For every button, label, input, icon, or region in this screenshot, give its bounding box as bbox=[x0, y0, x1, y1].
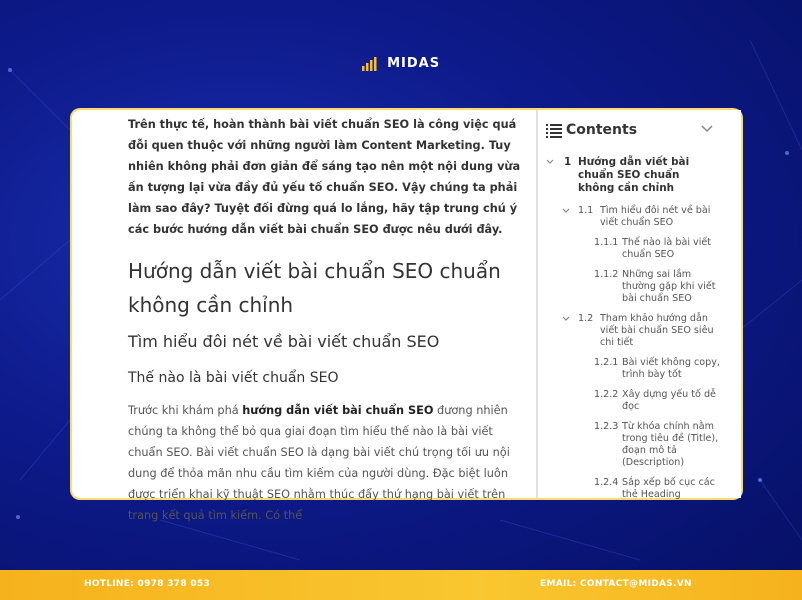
paragraph-bold: hướng dẫn viết bài chuẩn SEO bbox=[242, 404, 434, 417]
paragraph-rest: đương nhiên chúng ta không thể bỏ qua giai đoạn tìm hiểu thế nào là bài viết chuẩn SEO. Bài viết chuẩn SEO là dạng bài viết chú trọng tối ưu nội dung để thỏa mãn nhu cầu tìm kiếm của người dùng. Đặc biệt luôn được triển khai kỹ thuật SEO nhằm thúc đẩy thứ hạng bài viết trên trang kết quả tìm kiếm. Có thể bbox=[128, 404, 510, 522]
chevron-down-icon[interactable] bbox=[562, 316, 570, 322]
article-intro: Trên thực tế, hoàn thành bài viết chuẩn SEO là công việc quá đỗi quen thuộc với những người làm Content Marketing. Tuy nhiên không phải đơn giản để sáng tạo nên một nội dung vừa ấn tượng lại vừa đầy đủ yếu tố chuẩn SEO. Vậy chúng ta phải làm sao đây? Tuyệt đối đừng quá lo lắng, hãy tập trung chú ý các bước hướng dẫn viết bài chuẩn SEO được nêu dưới đây. bbox=[128, 118, 521, 236]
toc-title: Contents bbox=[566, 122, 638, 138]
article-paragraph bbox=[128, 400, 524, 526]
toc-item-label: Những sai lầm thường gặp khi viết bài chuẩn SEO bbox=[622, 269, 716, 304]
table-of-contents: Contents 1 Hướng dẫn viết bài chuẩn SEO chuẩn không cần chỉnh 1.1 Tìm hiểu đôi nét về bài viết chuẩn SEO 1.1.1 Thế nào là bài viết chuẩn SEO 1.1.2 Những sai lầm thường gặp khi viết bài chuẩn SEO 1.2 Tham khảo hướng dẫn viết bài chuẩn SEO siêu chi tiết 1.2.1 Bài viết không copy, trình bày tốt 1.2.2 Xây dựng yếu tố dễ đọc 1.2.3 Từ khóa chính nằm trong tiêu đề (Title), đoạn mô tả (Description) 1.2.4 Sắp xếp bố cục các thẻ Heading bbox=[536, 110, 741, 498]
toc-item-label: Thế nào là bài viết chuẩn SEO bbox=[622, 237, 712, 260]
article-heading-1: Hướng dẫn viết bài chuẩn SEO chuẩn không cần chỉnh bbox=[128, 259, 501, 317]
screenshot-card bbox=[72, 110, 741, 522]
chevron-down-icon[interactable] bbox=[701, 125, 713, 133]
toc-item-label: Từ khóa chính nằm trong tiêu đề (Title), đoạn mô tả (Description) bbox=[622, 421, 719, 468]
toc-item-label: Bài viết không copy, trình bày tốt bbox=[622, 357, 720, 380]
brand-logo bbox=[0, 56, 802, 71]
chevron-down-icon[interactable] bbox=[546, 159, 554, 165]
list-icon bbox=[546, 124, 562, 138]
logo-text: MIDAS bbox=[387, 56, 441, 71]
article-heading-2: Tìm hiểu đôi nét về bài viết chuẩn SEO bbox=[128, 332, 440, 351]
hotline-text[interactable]: HOTLINE: 0978 378 053 bbox=[84, 579, 211, 589]
chevron-down-icon[interactable] bbox=[562, 208, 570, 214]
paragraph-start: Trước khi khám phá bbox=[128, 404, 243, 417]
toc-header[interactable] bbox=[538, 110, 741, 150]
article-content bbox=[72, 110, 534, 522]
article-heading-3: Thế nào là bài viết chuẩn SEO bbox=[128, 370, 339, 386]
toc-item-label: Sắp xếp bố cục các thẻ Heading bbox=[622, 477, 715, 500]
toc-item-label: Xây dựng yếu tố dễ đọc bbox=[622, 389, 716, 412]
toc-item-label: Hướng dẫn viết bài chuẩn SEO chuẩn không cần chỉnh bbox=[578, 156, 690, 194]
logo-bars-icon bbox=[362, 57, 378, 71]
email-text[interactable]: EMAIL: CONTACT@MIDAS.VN bbox=[540, 579, 692, 589]
footer-bar bbox=[0, 570, 802, 600]
toc-item-label: Tham khảo hướng dẫn viết bài chuẩn SEO siêu chi tiết bbox=[600, 313, 714, 348]
toc-item-label: Tìm hiểu đôi nét về bài viết chuẩn SEO bbox=[600, 205, 711, 228]
